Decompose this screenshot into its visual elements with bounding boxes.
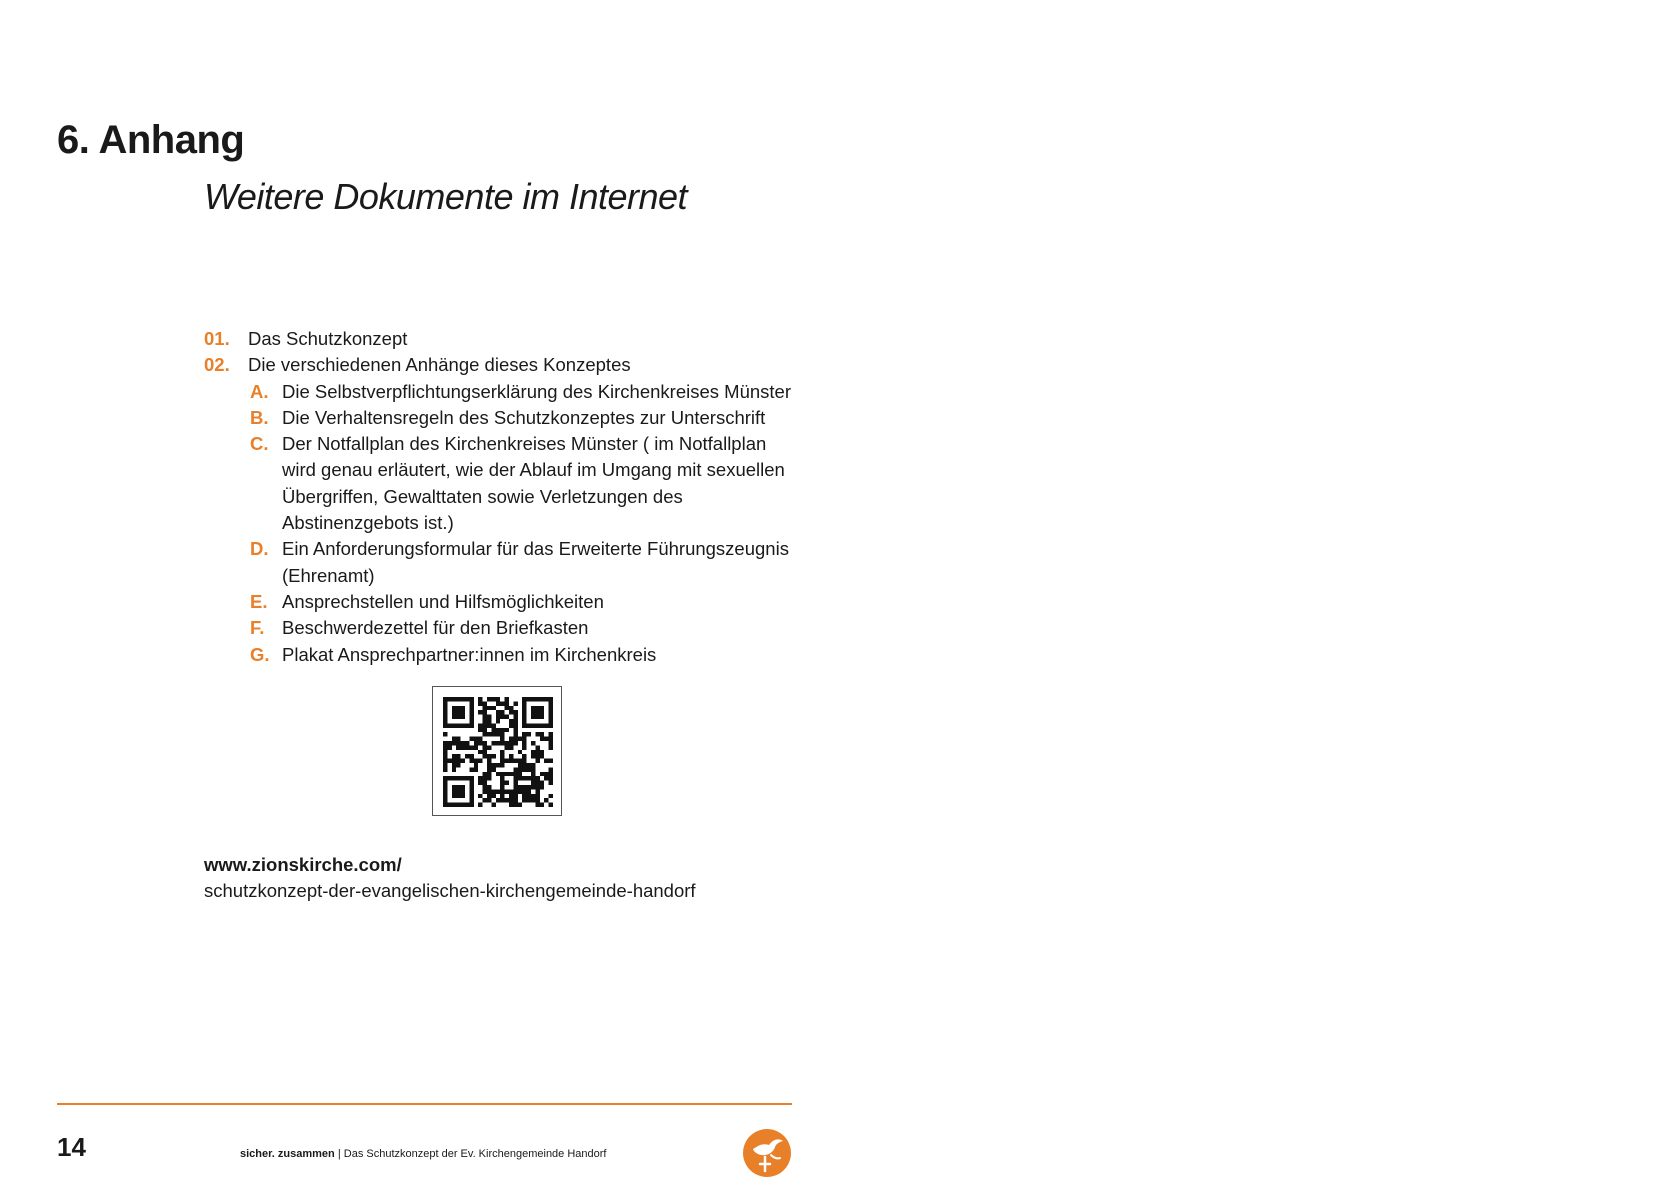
sub-item-letter: C. [250, 433, 269, 455]
sub-item-text: Ansprechstellen und Hilfsmöglichkeiten [282, 590, 604, 612]
sub-item-text: Die Selbstverpflichtungserklärung des Kirchenkreises Münster [282, 380, 791, 402]
footer-brand: sicher. zusammen [240, 1148, 335, 1160]
sub-list-item [204, 589, 804, 615]
footer-divider [57, 1103, 792, 1105]
sub-item-letter: G. [250, 643, 270, 665]
url-line-domain[interactable]: www.zionskirche.com/ [204, 854, 402, 875]
documents-list [204, 326, 804, 668]
sub-item-text: Beschwerdezettel für den Briefkasten [282, 617, 589, 639]
sub-list-item [204, 405, 804, 431]
qr-code-icon[interactable] [432, 686, 562, 816]
sub-list-item [204, 615, 804, 641]
sub-item-letter: D. [250, 538, 269, 560]
page-subtitle: Weitere Dokumente im Internet [204, 176, 688, 217]
sub-item-text: Der Notfallplan des Kirchenkreises Münster ( im Notfallplan wird genau erläutert, wie der Ablauf im Umgang mit sexuellen Übergriffen, Gewalttaten sowie Verletzungen des Abstinenzgebots ist.) [282, 433, 785, 534]
footer-separator: | [337, 1148, 341, 1160]
list-item-number: 01. [204, 328, 230, 349]
list-item-text: Das Schutzkonzept [248, 328, 408, 349]
url-line-path[interactable]: schutzkonzept-der-evangelischen-kirchengemeinde-handorf [204, 880, 696, 901]
sub-item-letter: E. [250, 590, 268, 612]
sub-list-item [204, 536, 804, 589]
sub-item-letter: A. [250, 380, 269, 402]
sub-list-item [204, 379, 804, 405]
sub-list-item [204, 642, 804, 668]
list-item [204, 326, 804, 352]
document-url[interactable] [204, 852, 696, 904]
sub-item-text: Ein Anforderungsformular für das Erweiterte Führungszeugnis (Ehrenamt) [282, 538, 789, 586]
dove-cross-logo-icon [743, 1129, 791, 1177]
sub-item-text: Die Verhaltensregeln des Schutzkonzeptes zur Unterschrift [282, 406, 766, 428]
qr-code-graphic [443, 697, 553, 807]
footer-title: Das Schutzkonzept der Ev. Kirchengemeinde Handorf [343, 1148, 607, 1160]
sub-item-text: Plakat Ansprechpartner:innen im Kirchenkreis [282, 643, 657, 665]
page-title: 6. Anhang [57, 118, 245, 162]
list-item-number: 02. [204, 354, 230, 376]
sub-list-item [204, 431, 804, 536]
page-number: 14 [57, 1132, 86, 1162]
sub-item-letter: B. [250, 406, 269, 428]
footer-text [240, 1148, 606, 1160]
sub-item-letter: F. [250, 617, 265, 639]
list-item-text: Die verschiedenen Anhänge dieses Konzeptes [248, 354, 631, 376]
list-item [204, 352, 804, 378]
